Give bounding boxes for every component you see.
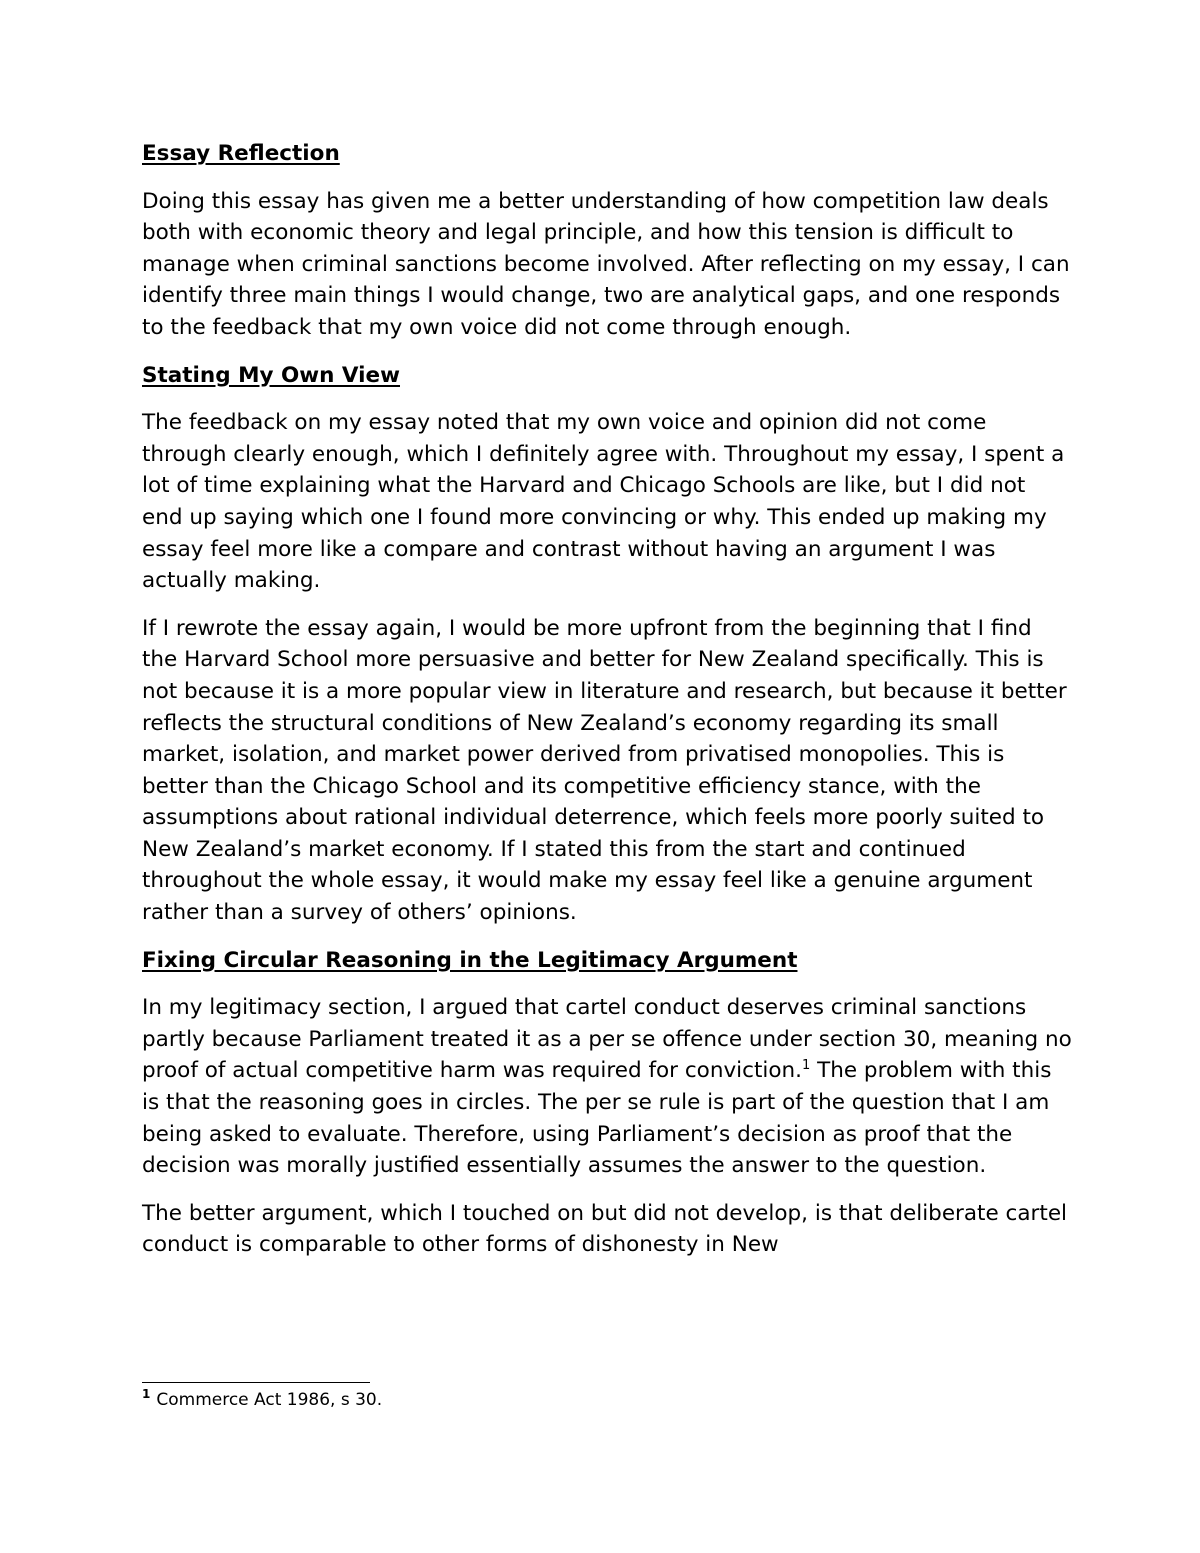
own-view-paragraph-1: The feedback on my essay noted that my own voice and opinion did not come through clearly enough, which I definitely agree with. Throughout my essay, I spent a lot of time explaining what the Harvard and Chicago Schools are like, but I did not end up saying which one I found more convincing or why. This ended up making my essay feel more like a compare and contrast without having an argument I was actually making.: [142, 410, 1065, 594]
paragraph-text-before-note: In my legitimacy section, I argued that cartel conduct deserves criminal sanctions partly because Parliament treated it as a per se offence under section 30, meaning no proof of actual competitive harm was required for conviction.: [142, 995, 1072, 1084]
document-body: [142, 138, 1072, 1277]
paragraph-text-after-note: The problem with this is that the reasoning goes in circles. The per se rule is part of the question that I am being asked to evaluate. Therefore, using Parliament’s decision as proof that the decision was morally justified essentially assumes the answer to the question.: [142, 1058, 1052, 1179]
footnote-number: 1: [142, 1387, 151, 1402]
footnote: [142, 1388, 1072, 1412]
circular-reasoning-paragraph-1: [142, 992, 1072, 1182]
footnote-separator: [142, 1382, 370, 1383]
section-heading-own-view: Stating My Own View: [142, 362, 400, 388]
circular-reasoning-paragraph-2: The better argument, which I touched on but did not develop, is that deliberate cartel conduct is comparable to other forms of dishonesty in New: [142, 1200, 1068, 1258]
intro-paragraph: Doing this essay has given me a better understanding of how competition law deals both with economic theory and legal principle, and how this tension is difficult to manage when criminal sanctions become involved. After reflecting on my essay, I can identify three main things I would change, two are analytical gaps, and one responds to the feedback that my own voice did not come through enough.: [142, 188, 1070, 340]
footnote-reference[interactable]: 1: [802, 1058, 811, 1074]
own-view-paragraph-2: If I rewrote the essay again, I would be more upfront from the beginning that I find the Harvard School more persuasive and better for New Zealand specifically. This is not because it is a more popular view in literature and research, but because it better reflects the structural conditions of New Zealand’s economy regarding its small market, isolation, and market power derived from privatised monopolies. This is better than the Chicago School and its competitive efficiency stance, with the assumptions about rational individual deterrence, which feels more poorly suited to New Zealand’s market economy. If I stated this from the start and continued throughout the whole essay, it would make my essay feel like a genuine argument rather than a survey of others’ opinions.: [142, 615, 1067, 926]
section-heading-circular-reasoning: Fixing Circular Reasoning in the Legitimacy Argument: [142, 947, 798, 973]
footnote-text: Commerce Act 1986, s 30.: [156, 1390, 383, 1410]
document-title: Essay Reflection: [142, 141, 340, 166]
